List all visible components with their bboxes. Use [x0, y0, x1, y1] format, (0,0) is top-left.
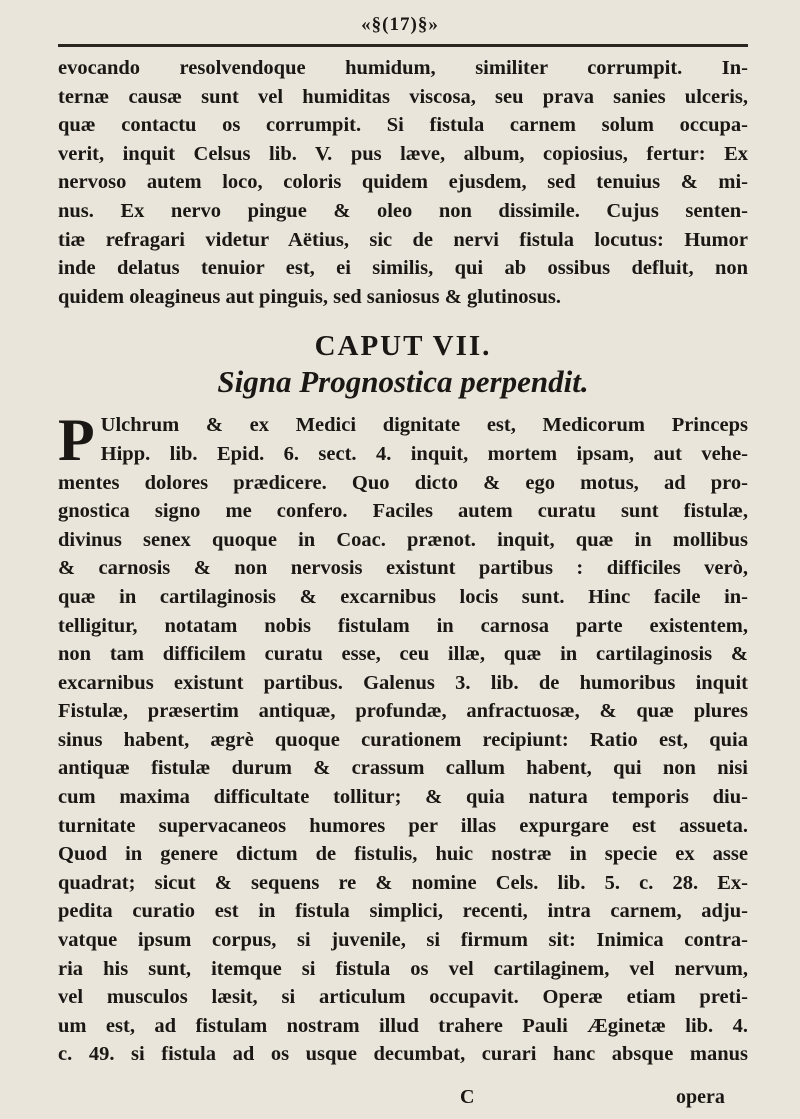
text-line: nervoso autem loco, coloris quidem ejusdem, sed tenuius & mi- — [58, 171, 748, 194]
text-line: divinus senex quoque in Coac. prænot. inquit, quæ in mollibus — [58, 528, 748, 551]
text-line: telligitur, notatam nobis fistulam in carnosa parte existentem, — [58, 614, 748, 637]
text-line: inde delatus tenuior est, ei similis, qui ab ossibus defluit, non — [58, 257, 748, 280]
text-line: gnostica signo me confero. Faciles autem curatu sunt fistulæ, — [58, 500, 748, 523]
text-line: pedita curatio est in fistula simplici, recenti, intra carnem, adju- — [58, 900, 748, 923]
text-line: vatque ipsum corpus, si juvenile, si firmum sit: Inimica contra- — [58, 929, 748, 952]
text-line: excarnibus existunt partibus. Galenus 3. lib. de humoribus inquit — [58, 671, 748, 694]
text-line: Quod in genere dictum de fistulis, huic nostræ in specie ex asse — [58, 843, 748, 866]
text-body — [58, 54, 748, 1069]
paragraph-2 — [58, 407, 748, 1069]
text-line: um est, ad fistulam nostram illud trahere Pauli Æginetæ lib. 4. — [58, 1014, 748, 1037]
text-line: turnitate supervacaneos humores per illas expurgare est assueta. — [58, 814, 748, 837]
text-line: evocando resolvendoque humidum, similiter corrumpit. In- — [58, 57, 748, 79]
text-line: quidem oleagineus aut pinguis, sed saniosus & glutinosus. — [58, 285, 561, 308]
chapter-title: CAPUT VII. — [314, 330, 492, 363]
text-line: Ulchrum & ex Medici dignitate est, Medicorum Princeps — [100, 414, 748, 437]
text-line: c. 49. si fistula ad os usque decumbat, curari hanc absque manus — [58, 1043, 748, 1066]
text-line: Hipp. lib. Epid. 6. sect. 4. inquit, mortem ipsam, aut vehe- — [100, 442, 748, 465]
text-line: tiæ refragari videtur Aëtius, sic de nervi fistula locutus: Humor — [58, 228, 748, 251]
text-line: ria his sunt, itemque si fistula os vel cartilaginem, vel nervum, — [58, 957, 748, 980]
text-line: quadrat; sicut & sequens re & nomine Cels. lib. 5. c. 28. Ex- — [58, 871, 748, 894]
text-line: sinus habent, ægrè quoque curationem recipiunt: Ratio est, quia — [58, 728, 748, 751]
text-line: non tam difficilem curatu esse, ceu illæ, quæ in cartilaginosis & — [58, 643, 748, 666]
text-line: mentes dolores prædicere. Quo dicto & ego motus, ad pro- — [58, 471, 748, 494]
text-line: ternæ causæ sunt vel humiditas viscosa, seu prava sanies ulceris, — [58, 85, 748, 108]
signature-mark: C — [460, 1086, 475, 1108]
paragraph-1 — [58, 54, 748, 311]
text-line: cum maxima difficultate tollitur; & quia natura temporis diu- — [58, 786, 748, 809]
text-line: quæ contactu os corrumpit. Si fistula carnem solum occupa- — [58, 114, 748, 137]
text-line: & carnosis & non nervosis existunt partibus : difficiles verò, — [58, 557, 748, 580]
drop-cap: P — [58, 407, 95, 474]
page-number-header: «§(17)§» — [361, 14, 439, 35]
catchword: opera — [676, 1086, 725, 1108]
text-line: nus. Ex nervo pingue & oleo non dissimile. Cujus senten- — [58, 199, 748, 222]
text-line: antiquæ fistulæ durum & crassum callum habent, qui non nisi — [58, 757, 748, 780]
text-line: verit, inquit Celsus lib. V. pus læve, album, copiosius, fertur: Ex — [58, 142, 748, 165]
text-line: quæ in cartilaginosis & excarnibus locis sunt. Hinc facile in- — [58, 585, 748, 608]
chapter-subtitle: Signa Prognostica perpendit. — [217, 364, 589, 400]
text-line: vel musculos læsit, si articulum occupavit. Operæ etiam preti- — [58, 986, 748, 1009]
text-line: Fistulæ, præsertim antiquæ, profundæ, anfractuosæ, & quæ plures — [58, 700, 748, 723]
header-rule — [58, 44, 748, 47]
